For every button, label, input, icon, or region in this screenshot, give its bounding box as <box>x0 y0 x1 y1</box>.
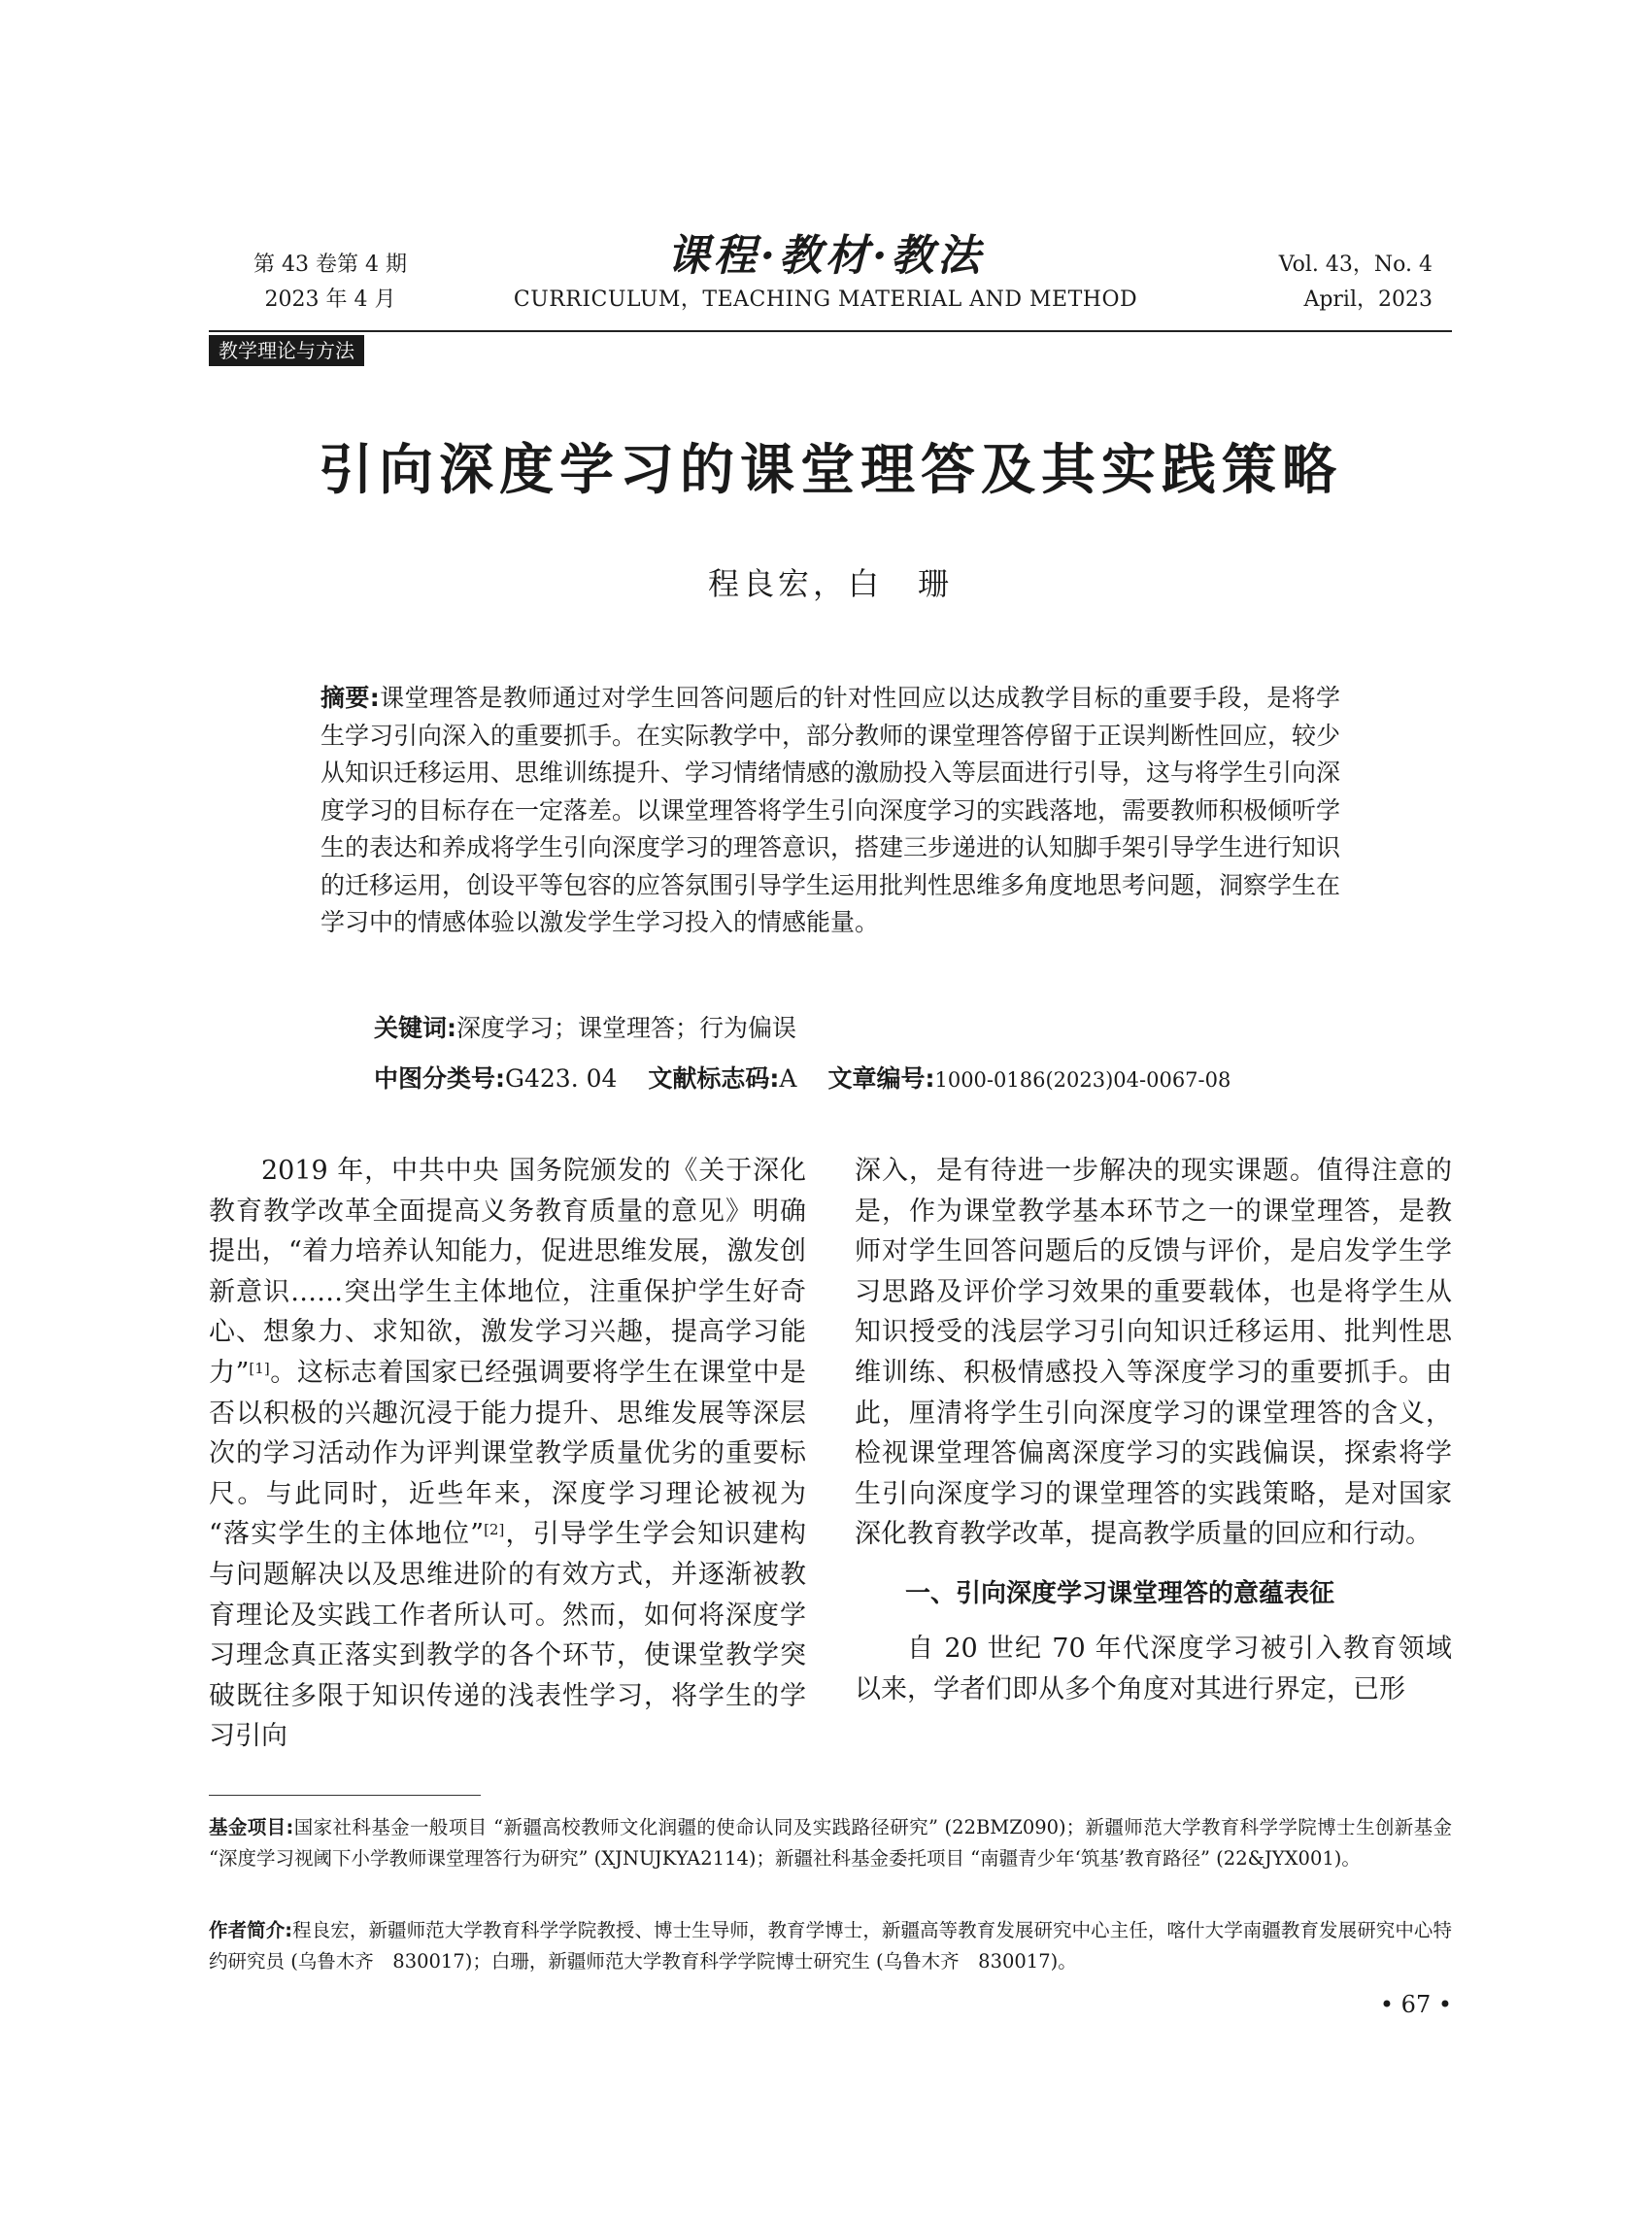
author-footnote <box>209 1915 1452 1977</box>
article-number-value: 1000-0186(2023)04-0067-08 <box>934 1068 1231 1092</box>
header-rule <box>209 330 1452 332</box>
journal-masthead <box>486 229 1165 315</box>
doc-code-label: 文献标志码: <box>648 1064 780 1093</box>
article-title: 引向深度学习的课堂理答及其实践策略 <box>319 439 1342 502</box>
keywords-label: 关键词: <box>374 1014 456 1042</box>
abstract <box>320 680 1340 942</box>
clc-label: 中图分类号: <box>374 1064 505 1093</box>
author-text: 程良宏，新疆师范大学教育科学学院教授、博士生导师，教育学博士，新疆高等教育发展研究中心主任，喀什大学南疆教育发展研究中心特约研究员 (乌鲁木齐 830017)；白珊，新疆师范大学教育科学学院博士研究生 (乌鲁木齐 830017)。 <box>209 1919 1452 1972</box>
fund-text: 国家社科基金一般项目 “新疆高校教师文化润疆的使命认同及实践路径研究” (22BMZ090)；新疆师范大学教育科学学院博士生创新基金 “深度学习视阈下小学教师课堂理答行为研究” (XJNUJKYA2114)；新疆社科基金委托项目 “南疆青少年‘筑基’教育路径” (22&JYX001)。 <box>209 1816 1452 1870</box>
volume-en: Vol. 43，No. 4 <box>1278 253 1433 277</box>
column-label: 教学理论与方法 <box>209 335 364 366</box>
body-paragraph: 深入，是有待进一步解决的现实课题。值得注意的是，作为课堂教学基本环节之一的课堂理答，是教师对学生回答问题后的反馈与评价，是启发学生学习思路及评价学习效果的重要载体，也是将学生从知识授受的浅层学习引向知识迁移运用、批判性思维训练、积极情感投入等深度学习的重要抓手。由此，厘清将学生引向深度学习的课堂理答的含义，检视课堂理答偏离深度学习的实践偏误，探索将学生引向深度学习的课堂理答的实践策略，是对国家深化教育教学改革，提高教学质量的回应和行动。 <box>855 1156 1452 1550</box>
citation-ref: [2] <box>484 1521 505 1539</box>
keywords-text: 深度学习；课堂理答；行为偏误 <box>456 1014 797 1042</box>
body-paragraph: 自 20 世纪 70 年代深度学习被引入教育领域以来，学者们即从多个角度对其进行界定，已形 <box>855 1633 1452 1704</box>
journal-title-cn: 课程·教材·教法 <box>666 231 985 281</box>
fund-label: 基金项目: <box>209 1816 294 1838</box>
classification-line <box>374 1061 1231 1098</box>
page-number: • 67 • <box>1379 1991 1452 2018</box>
issue-info <box>243 248 418 318</box>
body-text: 2019 年，中共中央 国务院颁发的《关于深化教育教学改革全面提高义务教育质量的意见》明确提出，“着力培养认知能力，促进思维发展，激发创新意识……突出学生主体地位，注重保护学生好奇心、想象力、求知欲，激发学习兴趣，提高学习能力” <box>209 1156 806 1388</box>
body-text: ，引导学生学会知识建构与问题解决以及思维进阶的有效方式，并逐渐被教育理论及实践工作者所认可。然而，如何将深度学习理念真正落实到教学的各个环节，使课堂教学突破既往多限于知识传递的浅表性学习，将学生的学习引向 <box>209 1519 807 1752</box>
author-label: 作者简介: <box>209 1919 293 1941</box>
body-column-right <box>855 1151 1452 1709</box>
body-column-left <box>209 1151 806 1757</box>
journal-title-en: CURRICULUM，TEACHING MATERIAL AND METHOD <box>513 287 1138 312</box>
article-number-label: 文章编号: <box>827 1064 935 1093</box>
doc-code-value: A <box>779 1064 797 1093</box>
keywords <box>374 1010 796 1047</box>
abstract-text: 课堂理答是教师通过对学生回答问题后的针对性回应以达成教学目标的重要手段，是将学生学习引向深入的重要抓手。在实际教学中，部分教师的课堂理答停留于正误判断性回应，较少从知识迁移运用、思维训练提升、学习情绪情感的激励投入等层面进行引导，这与将学生引向深度学习的目标存在一定落差。以课堂理答将学生引向深度学习的实践落地，需要教师积极倾听学生的表达和养成将学生引向深度学习的理答意识，搭建三步递进的认知脚手架引导学生进行知识的迁移运用，创设平等包容的应答氛围引导学生运用批判性思维多角度地思考问题，洞察学生在学习中的情感体验以激发学生学习投入的情感能量。 <box>320 684 1341 936</box>
article-authors: 程良宏，白 珊 <box>707 565 953 602</box>
fund-footnote <box>209 1812 1452 1874</box>
issue-info-en <box>1214 248 1433 318</box>
body-paragraph <box>209 1151 806 1757</box>
clc-value: G423. 04 <box>505 1064 618 1093</box>
footnote-rule <box>209 1795 481 1796</box>
date-en: April，2023 <box>1303 287 1433 312</box>
volume-cn: 第 43 卷第 4 期 <box>253 253 407 277</box>
citation-ref: [1] <box>249 1359 270 1377</box>
body-text: 。这标志着国家已经强调要将学生在课堂中是否以积极的兴趣沉浸于能力提升、思维发展等深层次的学习活动作为评判课堂教学质量优劣的重要标尺。与此同时，近些年来，深度学习理论被视为 “落实学生的主体地位” <box>209 1357 806 1550</box>
section-heading: 一、引向深度学习课堂理答的意蕴表征 <box>905 1578 1335 1608</box>
date-cn: 2023 年 4 月 <box>264 287 396 312</box>
abstract-label: 摘要: <box>320 684 380 712</box>
